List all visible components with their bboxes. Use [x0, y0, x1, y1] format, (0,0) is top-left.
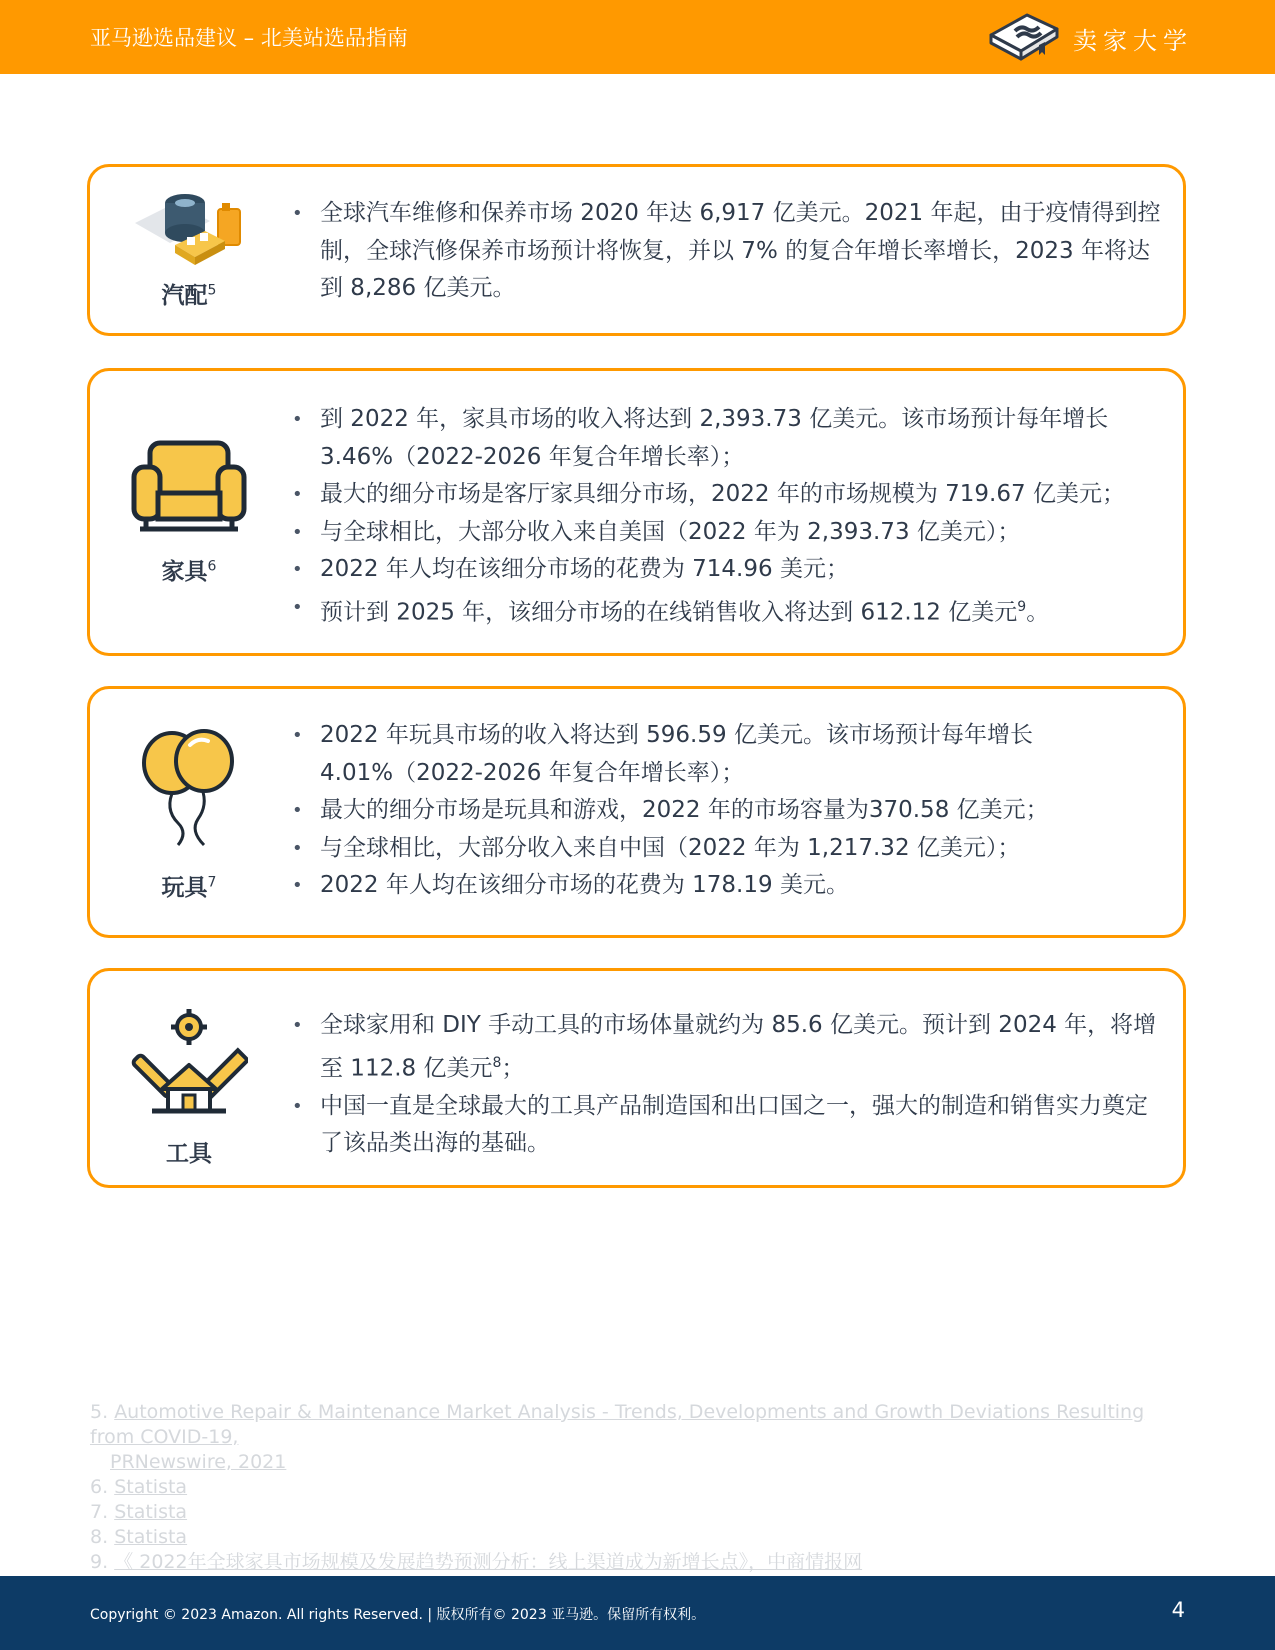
- page-footer: [0, 1576, 1275, 1650]
- book-logo-icon: [987, 9, 1061, 67]
- brand: [987, 10, 1193, 66]
- category-card-furniture: [87, 368, 1186, 656]
- footnote-link[interactable]: 《 2022年全球家具市场规模及发展趋势预测分析：线上渠道成为新增长点》，中商情报网: [114, 1551, 863, 1573]
- list-item: • 最大的细分市场是玩具和游戏，2022 年的市场容量为370.58 亿美元；: [290, 792, 1163, 830]
- category-label: 玩具$^7$: [161, 874, 217, 901]
- footnote-ref: 7: [207, 874, 217, 891]
- footnote-8: 8. Statista: [90, 1526, 188, 1548]
- list-item: • 与全球相比，大部分收入来自美国（2022 年为 2,393.73 亿美元）；: [290, 514, 1163, 552]
- footnote-ref: 8: [492, 1054, 502, 1071]
- list-item: • 中国一直是全球最大的工具产品制造国和出口国之一，强大的制造和销售实力奠定了该品类出海的基础。: [290, 1088, 1163, 1163]
- category-card-auto-parts: [87, 164, 1186, 336]
- footnote-link[interactable]: Statista: [114, 1501, 188, 1523]
- footnote-ref: 5: [207, 282, 217, 299]
- footnote-5: 5. Automotive Repair & Maintenance Market Analysis - Trends, Developments and Growth Deviations Resulting from COVID-19,: [90, 1401, 1145, 1448]
- bullet-list: [290, 195, 1163, 308]
- footnote-5-source: [90, 1450, 1190, 1475]
- list-item: • 预计到 2025 年，该细分市场的在线销售收入将达到 612.12 亿美元$^9$。: [290, 589, 1163, 632]
- footnote-link[interactable]: Statista: [114, 1526, 188, 1548]
- list-item: • 2022 年玩具市场的收入将达到 596.59 亿美元。该市场预计每年增长 4.01%（2022-2026 年复合年增长率）；: [290, 717, 1163, 792]
- tools-house-icon: [130, 1007, 248, 1121]
- footnote-6: 6. Statista: [90, 1476, 188, 1498]
- armchair-icon: [130, 437, 248, 537]
- list-item: • 2022 年人均在该细分市场的花费为 714.96 美元；: [290, 551, 1163, 589]
- list-item: • 2022 年人均在该细分市场的花费为 178.19 美元。: [290, 867, 1163, 905]
- footnote-ref: 6: [207, 558, 217, 575]
- copyright: Copyright © 2023 Amazon. All rights Reserved. | 版权所有© 2023 亚马逊。保留所有权利。: [90, 1607, 706, 1623]
- list-item: • 与全球相比，大部分收入来自中国（2022 年为 1,217.32 亿美元）；: [290, 830, 1163, 868]
- header-title: 亚马逊选品建议 – 北美站选品指南: [90, 26, 408, 50]
- footnotes: [90, 1400, 1190, 1575]
- footnote-link[interactable]: Automotive Repair & Maintenance Market Analysis - Trends, Developments and Growth Deviations Resulting from COVID-19,: [90, 1401, 1145, 1448]
- category-card-tools: [87, 968, 1186, 1188]
- category-card-toys: [87, 686, 1186, 938]
- footnote-ref: 9: [1017, 598, 1027, 615]
- page-number: 4: [1171, 1598, 1185, 1622]
- list-item: • 全球家用和 DIY 手动工具的市场体量就约为 85.6 亿美元。预计到 2024 年，将增至 112.8 亿美元$^8$；: [290, 1007, 1163, 1088]
- auto-parts-icon: [130, 183, 248, 273]
- bullet-list: [290, 1007, 1163, 1163]
- category-label: 汽配$^5$: [161, 282, 217, 309]
- brand-label: 卖家大学: [1073, 26, 1193, 55]
- footnote-9: 9. 《 2022年全球家具市场规模及发展趋势预测分析：线上渠道成为新增长点》，中商情报网: [90, 1551, 863, 1573]
- list-item: • 到 2022 年，家具市场的收入将达到 2,393.73 亿美元。该市场预计每年增长3.46%（2022-2026 年复合年增长率）；: [290, 401, 1163, 476]
- page-header: [0, 0, 1275, 74]
- footnote-link[interactable]: Statista: [114, 1476, 188, 1498]
- bullet-list: [290, 401, 1163, 632]
- list-item: • 最大的细分市场是客厅家具细分市场，2022 年的市场规模为 719.67 亿美元；: [290, 476, 1163, 514]
- balloons-icon: [130, 727, 248, 855]
- bullet-list: [290, 717, 1163, 905]
- category-label: 家具$^6$: [161, 558, 217, 585]
- footnote-link[interactable]: PRNewswire, 2021: [110, 1451, 287, 1473]
- category-label: 工具: [166, 1141, 212, 1167]
- list-item: • 全球汽车维修和保养市场 2020 年达 6,917 亿美元。2021 年起，由于疫情得到控制，全球汽修保养市场预计将恢复，并以 7% 的复合年增长率增长，2023 年将达到 8,286 亿美元。: [290, 195, 1163, 308]
- footnote-7: 7. Statista: [90, 1501, 188, 1523]
